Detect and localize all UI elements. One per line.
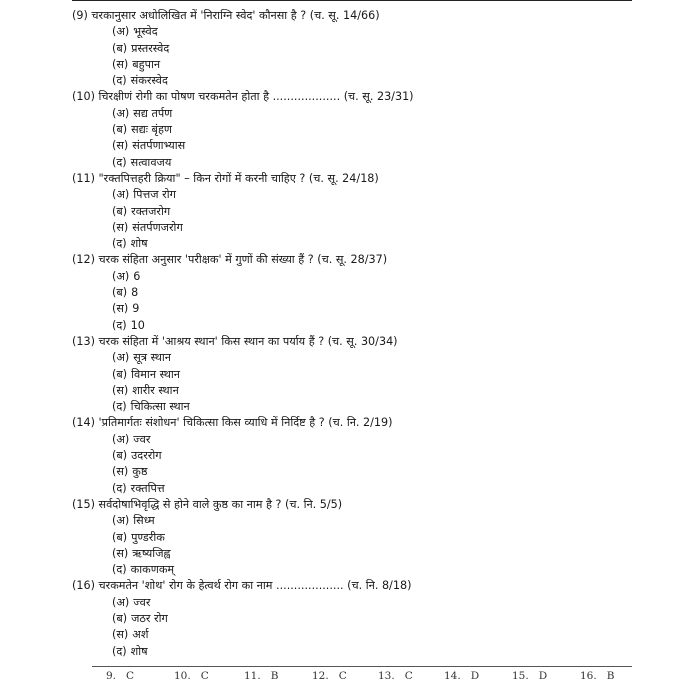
option-text: काकणकम् — [130, 563, 175, 577]
option-c — [72, 301, 642, 317]
option-text: कुष्ठ — [132, 465, 148, 479]
option-text: ऋष्यजिह्व — [132, 546, 171, 560]
answer-item — [106, 670, 134, 682]
answer-number: 11. — [244, 670, 261, 682]
option-text: ज्वर — [133, 595, 151, 609]
option-text: रक्तपित्त — [130, 481, 165, 495]
answer-number: 14. — [444, 670, 461, 682]
option-label: (स) — [112, 302, 129, 316]
option-text: शोष — [130, 237, 148, 251]
answer-value: C — [338, 670, 347, 682]
option-label: (अ) — [112, 351, 130, 365]
question-text: (13) चरक संहिता में 'आश्रय स्थान' किस स्थान का पर्याय हैं ? (च. सू. 30/34) — [72, 334, 398, 348]
option-label: (स) — [112, 220, 129, 234]
answer-item — [512, 670, 547, 682]
option-b — [72, 204, 642, 220]
option-text: सद्यः बृंहण — [131, 123, 172, 137]
option-d — [72, 399, 642, 415]
option-label: (ब) — [112, 123, 128, 137]
answer-item — [312, 670, 347, 682]
option-a — [72, 187, 642, 203]
option-label: (अ) — [112, 595, 130, 609]
option-label: (ब) — [112, 530, 128, 544]
top-rule — [72, 0, 632, 1]
option-a — [72, 106, 642, 122]
question-text: (9) चरकानुसार अधोलिखित में 'निराग्नि स्वेद' कौनसा है ? (च. सू. 14/66) — [72, 9, 380, 22]
question-15 — [72, 497, 642, 578]
option-label: (ब) — [112, 611, 128, 625]
option-a — [72, 595, 642, 611]
option-text: पित्तज रोग — [133, 188, 176, 202]
option-text: अर्श — [132, 628, 149, 642]
option-b — [72, 122, 642, 138]
answer-number: 12. — [312, 670, 329, 682]
option-b — [72, 285, 642, 301]
option-label: (अ) — [112, 432, 130, 446]
option-d — [72, 562, 642, 578]
option-d — [72, 236, 642, 252]
option-label: (द) — [112, 644, 127, 658]
option-text: चिकित्सा स्थान — [130, 400, 190, 414]
option-c — [72, 627, 642, 643]
option-label: (स) — [112, 383, 129, 397]
option-label: (द) — [112, 481, 127, 495]
option-text: प्रस्तरस्वेद — [131, 41, 170, 55]
question-list — [72, 8, 642, 660]
option-text: सत्वावजय — [130, 155, 172, 169]
option-b — [72, 367, 642, 383]
option-d — [72, 155, 642, 171]
option-label: (अ) — [112, 269, 130, 283]
option-c — [72, 464, 642, 480]
option-text: संतर्पणजरोग — [132, 220, 183, 234]
question-12 — [72, 252, 642, 333]
answer-item — [580, 670, 614, 682]
option-label: (अ) — [112, 514, 130, 528]
option-a — [72, 350, 642, 366]
answer-value: B — [270, 670, 279, 682]
option-d — [72, 644, 642, 660]
option-text: 8 — [131, 286, 139, 300]
option-label: (स) — [112, 628, 129, 642]
option-label: (अ) — [112, 25, 130, 39]
option-text: सूत्र स्थान — [133, 351, 171, 365]
question-10 — [72, 89, 642, 170]
option-label: (ब) — [112, 367, 128, 381]
answer-value: C — [126, 670, 135, 682]
option-a — [72, 432, 642, 448]
option-text: बहुपान — [132, 57, 161, 71]
option-text: संकरस्वेद — [130, 74, 168, 88]
question-text: (15) सर्वदोषाभिवृद्धि से होने वाले कुष्ठ का नाम है ? (च. नि. 5/5) — [72, 497, 343, 511]
answer-number: 9. — [106, 670, 117, 682]
option-a — [72, 24, 642, 40]
answer-item — [378, 670, 413, 682]
option-label: (द) — [112, 74, 127, 88]
option-text: विमान स्थान — [131, 367, 180, 381]
option-text: उदररोग — [131, 449, 162, 463]
option-label: (अ) — [112, 188, 130, 202]
question-11 — [72, 171, 642, 252]
answer-value: B — [606, 670, 615, 682]
option-text: रक्तजरोग — [131, 204, 171, 218]
question-13 — [72, 334, 642, 415]
option-label: (द) — [112, 563, 127, 577]
answer-value: D — [538, 670, 548, 682]
option-text: संतर्पणाभ्यास — [132, 139, 186, 153]
answer-number: 10. — [174, 670, 191, 682]
option-label: (ब) — [112, 41, 128, 55]
question-text: (14) 'प्रतिमार्गतः संशोधन' चिकित्सा किस व्याधि में निर्दिष्ट है ? (च. नि. 2/19) — [72, 416, 393, 430]
option-text: सिध्म — [133, 514, 155, 528]
option-text: सद्य तर्पण — [133, 106, 173, 120]
option-text: ज्वर — [133, 432, 151, 446]
option-b — [72, 611, 642, 627]
option-a — [72, 513, 642, 529]
option-text: 9 — [132, 302, 140, 316]
option-text: भूस्वेद — [133, 25, 158, 39]
option-d — [72, 318, 642, 334]
option-c — [72, 57, 642, 73]
answer-number: 13. — [378, 670, 395, 682]
option-label: (अ) — [112, 106, 130, 120]
option-label: (द) — [112, 400, 127, 414]
option-b — [72, 41, 642, 57]
option-c — [72, 220, 642, 236]
question-14 — [72, 415, 642, 496]
option-text: जठर रोग — [131, 611, 168, 625]
option-label: (द) — [112, 155, 127, 169]
question-text: (11) "रक्तपित्तहरी क्रिया" – किन रोगों में करनी चाहिए ? (च. सू. 24/18) — [72, 171, 379, 185]
option-d — [72, 73, 642, 89]
option-label: (ब) — [112, 286, 128, 300]
option-c — [72, 383, 642, 399]
option-label: (स) — [112, 546, 129, 560]
answer-item — [244, 670, 278, 682]
question-text: (12) चरक संहिता अनुसार 'परीक्षक' में गुणों की संख्या हैं ? (च. सू. 28/37) — [72, 253, 388, 267]
option-label: (द) — [112, 237, 127, 251]
answer-key — [92, 666, 632, 687]
option-a — [72, 269, 642, 285]
option-text: पुण्डरीक — [131, 530, 165, 544]
option-label: (ब) — [112, 204, 128, 218]
question-9 — [72, 8, 642, 89]
option-label: (स) — [112, 57, 129, 71]
answer-item — [174, 670, 209, 682]
answer-value: C — [404, 670, 413, 682]
answer-value: C — [200, 670, 209, 682]
option-c — [72, 546, 642, 562]
answer-item — [444, 670, 479, 682]
option-d — [72, 481, 642, 497]
option-text: 6 — [133, 269, 141, 283]
option-label: (स) — [112, 465, 129, 479]
answer-number: 16. — [580, 670, 597, 682]
option-label: (द) — [112, 318, 127, 332]
option-label: (स) — [112, 139, 129, 153]
option-text: 10 — [130, 318, 145, 332]
question-text: (16) चरकमतेन 'शोथ' रोग के हेत्वर्थ रोग का नाम ................... (च. नि. 8/18) — [72, 579, 412, 593]
option-b — [72, 530, 642, 546]
question-16 — [72, 578, 642, 659]
answer-value: D — [470, 670, 480, 682]
option-c — [72, 138, 642, 154]
option-text: शारीर स्थान — [132, 383, 179, 397]
option-label: (ब) — [112, 449, 128, 463]
option-b — [72, 448, 642, 464]
answer-number: 15. — [512, 670, 529, 682]
option-text: शोष — [130, 644, 148, 658]
question-text: (10) चिरक्षीणं रोगी का पोषण चरकमतेन होता है ................... (च. सू. 23/31) — [72, 90, 414, 104]
